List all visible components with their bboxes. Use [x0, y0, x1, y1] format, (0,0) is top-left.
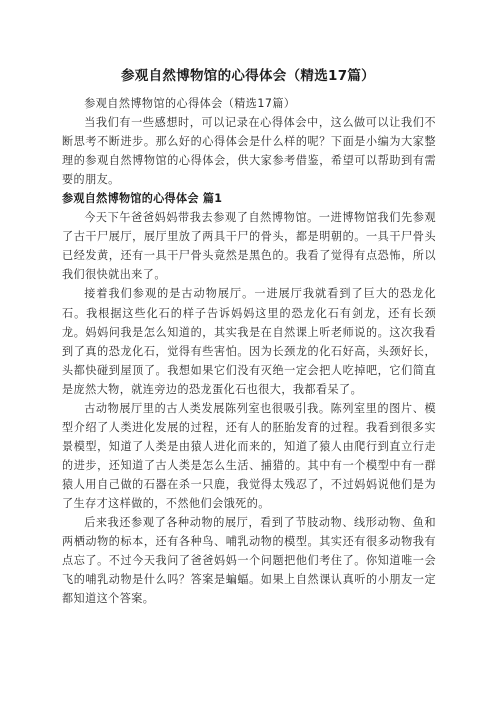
section-heading: 参观自然博物馆的心得体会 篇1	[62, 192, 223, 206]
body-paragraph-3: 古动物展厅里的古人类发展陈列室也很吸引我。陈列室里的图片、模型介绍了人类进化发展的过程，还有人的胚胎发育的过程。我看到很多实景模型，知道了人类是由猿人进化而来的，知道了猿人由爬行到直立行走的进步，还知道了古人类是怎么生活、捕猎的。其中有一个模型中有一群猿人用自己做的石器在杀一只鹿，我觉得太残忍了，不过妈妈说他们是为了生存才这样做的，不然他们会饿死的。	[62, 401, 436, 510]
body-paragraph-4: 后来我还参观了各种动物的展厅，看到了节肢动物、线形动物、鱼和两栖动物的标本，还有各种鸟、哺乳动物的模型。其实还有很多动物我有点忘了。不过今天我问了爸爸妈妈一个问题把他们考住了。你知道唯一会飞的哺乳动物是什么吗？答案是蝙蝠。如果上自然课认真听的小朋友一定都知道这个答案。	[62, 516, 436, 606]
intro-title-repeat: 参观自然博物馆的心得体会（精选17篇）	[84, 97, 296, 110]
document-body	[62, 94, 436, 608]
body-paragraph-1: 今天下午爸爸妈妈带我去参观了自然博物馆。一进博物馆我们先参观了古干尸展厅，展厅里放了两具干尸的骨头，都是明朝的。一具干尸骨头已经发黄，还有一具干尸骨头竟然是黑色的。我看了觉得有点恐怖，所以我们很快就出来了。	[62, 211, 436, 282]
body-paragraph-2: 接着我们参观的是古动物展厅。一进展厅我就看到了巨大的恐龙化石。我根据这些化石的样子告诉妈妈这里的恐龙化石有剑龙，还有长颈龙。妈妈问我是怎么知道的，其实我是在自然课上听老师说的。这次我看到了真的恐龙化石，觉得有些害怕。因为长颈龙的化石好高，头颈好长，头都快碰到屋顶了。我想如果它们没有灭绝一定会把人吃掉吧，它们简直是庞然大物，就连旁边的恐龙蛋化石也很大，我都看呆了。	[62, 287, 436, 396]
document-title: 参观自然博物馆的心得体会（精选17篇）	[121, 68, 375, 84]
intro-paragraph: 当我们有一些感想时，可以记录在心得体会中，这么做可以让我们不断思考不断进步。那么好的心得体会是什么样的呢？下面是小编为大家整理的参观自然博物馆的心得体会，供大家参考借鉴，希望可以帮助到有需要的朋友。	[62, 116, 436, 187]
